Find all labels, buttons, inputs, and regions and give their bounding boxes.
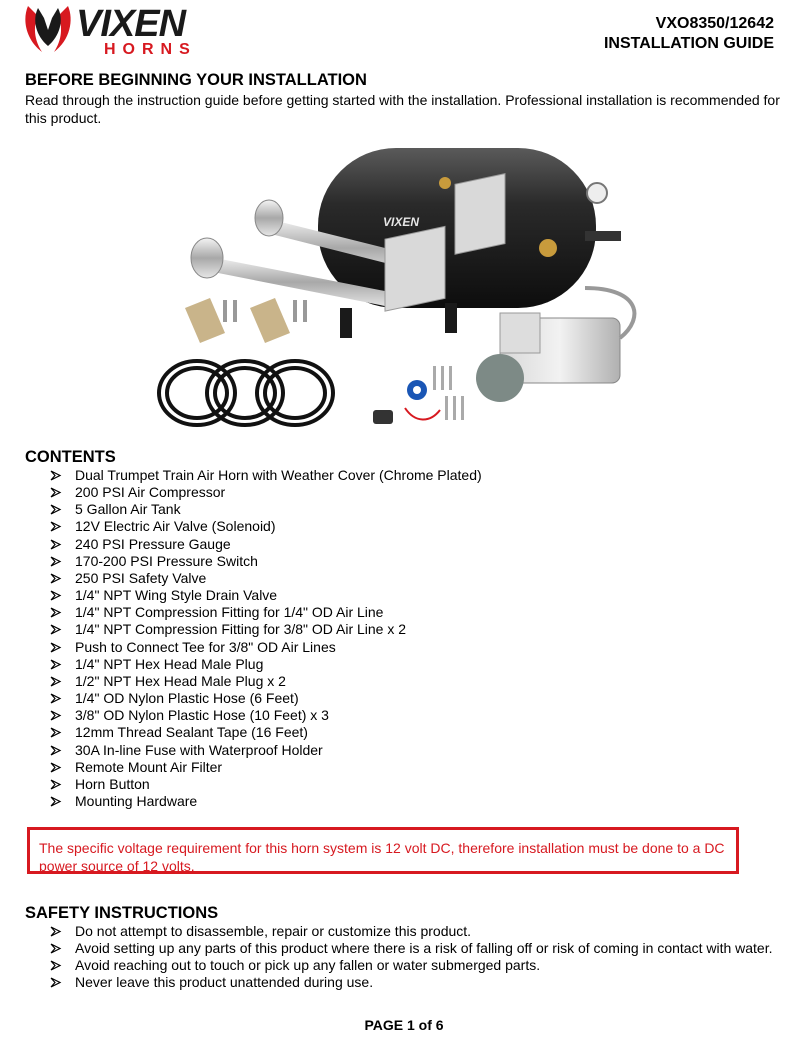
arrow-bullet-icon xyxy=(48,724,64,741)
contents-list xyxy=(48,467,482,810)
page-number: PAGE 1 of 6 xyxy=(364,1017,444,1033)
brass-fitting xyxy=(539,239,557,257)
fuse-holder xyxy=(405,408,440,420)
list-item: 240 PSI Pressure Gauge xyxy=(48,536,482,553)
arrow-bullet-icon xyxy=(48,467,64,484)
svg-text:HORNS: HORNS xyxy=(104,41,197,58)
list-item: Do not attempt to disassemble, repair or customize this product. xyxy=(48,923,773,940)
list-item: 1/4" NPT Compression Fitting for 3/8" OD Air Line x 2 xyxy=(48,621,482,638)
arrow-bullet-icon xyxy=(48,639,64,656)
list-item: Push to Connect Tee for 3/8" OD Air Lines xyxy=(48,639,482,656)
arrow-bullet-icon xyxy=(48,742,64,759)
list-item: 5 Gallon Air Tank xyxy=(48,501,482,518)
list-item: 1/4" NPT Hex Head Male Plug xyxy=(48,656,482,673)
arrow-bullet-icon xyxy=(48,553,64,570)
model-number: VXO8350/12642 xyxy=(655,15,774,32)
arrow-bullet-icon xyxy=(48,957,64,974)
arrow-bullet-icon xyxy=(48,656,64,673)
list-item: Never leave this product unattended during use. xyxy=(48,974,773,991)
contents-heading: CONTENTS xyxy=(25,448,116,466)
arrow-bullet-icon xyxy=(48,793,64,810)
list-item: 1/4" OD Nylon Plastic Hose (6 Feet) xyxy=(48,690,482,707)
arrow-bullet-icon xyxy=(48,974,64,991)
svg-text:VIXEN: VIXEN xyxy=(76,3,186,45)
pressure-gauge xyxy=(587,183,607,203)
list-item: 1/4" NPT Wing Style Drain Valve xyxy=(48,587,482,604)
list-item: 12mm Thread Sealant Tape (16 Feet) xyxy=(48,724,482,741)
intro-paragraph: Read through the instruction guide before getting started with the installation. Professional installation is recommended for this product. xyxy=(25,92,780,126)
list-item: 1/4" NPT Compression Fitting for 1/4" OD Air Line xyxy=(48,604,482,621)
list-item: 170-200 PSI Pressure Switch xyxy=(48,553,482,570)
list-item: Avoid reaching out to touch or pick up any fallen or water submerged parts. xyxy=(48,957,773,974)
arrow-bullet-icon xyxy=(48,484,64,501)
arrow-bullet-icon xyxy=(48,518,64,535)
safety-list xyxy=(48,923,773,992)
arrow-bullet-icon xyxy=(48,621,64,638)
arrow-bullet-icon xyxy=(48,536,64,553)
arrow-bullet-icon xyxy=(48,707,64,724)
arrow-bullet-icon xyxy=(48,940,64,957)
list-item: 200 PSI Air Compressor xyxy=(48,484,482,501)
list-item: Dual Trumpet Train Air Horn with Weather Cover (Chrome Plated) xyxy=(48,467,482,484)
list-item: 1/2" NPT Hex Head Male Plug x 2 xyxy=(48,673,482,690)
product-kit-image xyxy=(155,138,640,438)
list-item: 250 PSI Safety Valve xyxy=(48,570,482,587)
tank-logo: VIXEN xyxy=(383,215,420,229)
list-item: 12V Electric Air Valve (Solenoid) xyxy=(48,518,482,535)
air-hoses xyxy=(159,361,333,425)
list-item: Remote Mount Air Filter xyxy=(48,759,482,776)
arrow-bullet-icon xyxy=(48,776,64,793)
vixen-horns-logo xyxy=(24,0,242,58)
list-item: 30A In-line Fuse with Waterproof Holder xyxy=(48,742,482,759)
arrow-bullet-icon xyxy=(48,570,64,587)
horn-button xyxy=(373,410,393,424)
arrow-bullet-icon xyxy=(48,604,64,621)
voltage-warning-box xyxy=(27,827,739,874)
arrow-bullet-icon xyxy=(48,690,64,707)
arrow-bullet-icon xyxy=(48,923,64,940)
arrow-bullet-icon xyxy=(48,673,64,690)
arrow-bullet-icon xyxy=(48,501,64,518)
horns-emblem-icon xyxy=(25,6,70,52)
arrow-bullet-icon xyxy=(48,587,64,604)
safety-heading: SAFETY INSTRUCTIONS xyxy=(25,904,219,922)
arrow-bullet-icon xyxy=(48,759,64,776)
list-item: Horn Button xyxy=(48,776,482,793)
list-item: Mounting Hardware xyxy=(48,793,482,810)
list-item: Avoid setting up any parts of this product where there is a risk of falling off or risk of coming in contact with water. xyxy=(48,940,773,957)
document-type: INSTALLATION GUIDE xyxy=(603,35,774,52)
document-header xyxy=(604,14,774,54)
voltage-warning-text: The specific voltage requirement for this horn system is 12 volt DC, therefore installation must be done to a DC power source of 12 volts. xyxy=(39,840,725,874)
intro-heading: BEFORE BEGINNING YOUR INSTALLATION xyxy=(25,71,367,89)
list-item: 3/8" OD Nylon Plastic Hose (10 Feet) x 3 xyxy=(48,707,482,724)
